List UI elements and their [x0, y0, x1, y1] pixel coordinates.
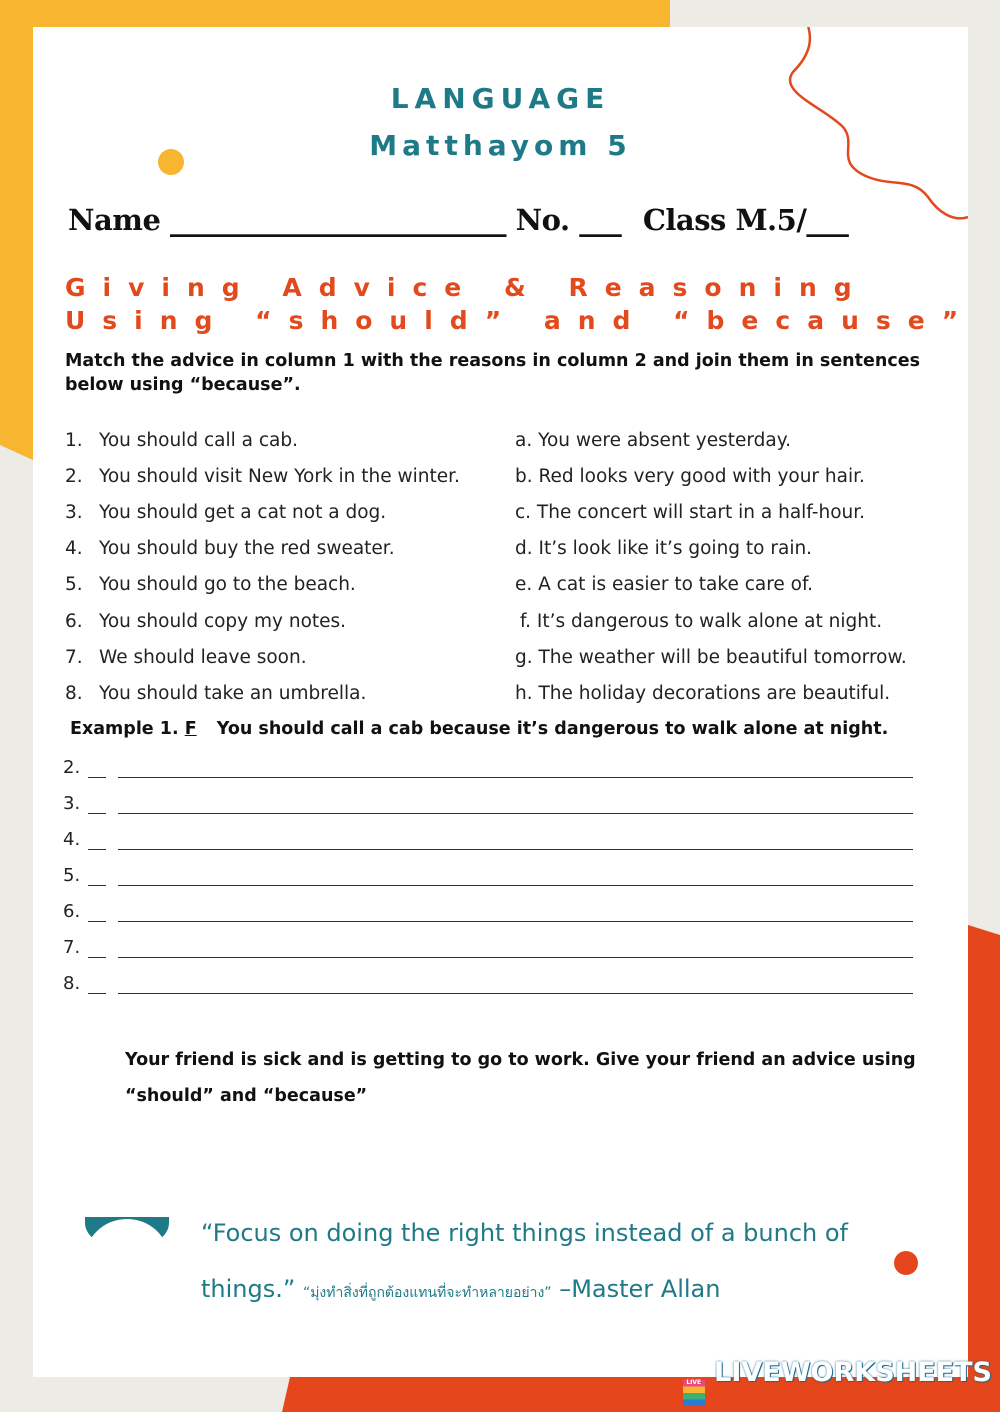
answer-letter-blank[interactable] — [88, 993, 106, 994]
liveworksheets-icon: LIVE — [683, 1380, 705, 1406]
answer-letter-blank[interactable] — [88, 921, 106, 922]
example-sentence — [70, 719, 888, 739]
answer-sentence-line[interactable] — [118, 921, 913, 922]
advice-number: 7. — [65, 647, 83, 668]
liveworksheets-logo[interactable] — [683, 1357, 992, 1406]
teal-bowl-logo-icon — [83, 1215, 171, 1301]
quote-author: –Master Allan — [559, 1275, 721, 1303]
liveworksheets-name: LIVEWORKSHEETS — [714, 1357, 992, 1388]
class-label: Class M.5/ — [642, 203, 807, 237]
advice-text: You should go to the beach. — [99, 574, 356, 595]
answer-sentence-line[interactable] — [118, 777, 913, 778]
section-heading-line2: Using “should” and “because” — [65, 306, 976, 335]
answer-sentence-line[interactable] — [118, 885, 913, 886]
reason-item: d. It’s look like it’s going to rain. — [515, 538, 813, 559]
advice-item — [65, 647, 307, 668]
reason-item: e. A cat is easier to take care of. — [515, 574, 814, 595]
instructions: Match the advice in column 1 with the reasons in column 2 and join them in sentences below using “because”. — [65, 351, 920, 395]
answer-letter-blank[interactable] — [88, 885, 106, 886]
example-letter: F — [184, 719, 197, 739]
advice-number: 5. — [65, 574, 83, 595]
advice-number: 2. — [65, 466, 83, 487]
advice-item — [65, 502, 386, 523]
no-label: No. — [515, 203, 570, 237]
answer-sentence-line[interactable] — [118, 849, 913, 850]
advice-item — [65, 574, 356, 595]
advice-text: You should buy the red sweater. — [99, 538, 395, 559]
motivational-quote — [201, 1205, 921, 1321]
answer-number: 4. — [63, 829, 81, 850]
answer-number: 5. — [63, 865, 81, 886]
advice-number: 1. — [65, 430, 83, 451]
advice-text: You should get a cat not a dog. — [99, 502, 387, 523]
quote-thai: “มุ่งทำสิ่งที่ถูกต้องแทนที่จะทำหลายอย่าง” — [302, 1285, 552, 1301]
quote-line-2: things.” — [201, 1275, 296, 1303]
reason-item: c. The concert will start in a half-hour. — [515, 502, 866, 523]
advice-text: We should leave soon. — [99, 647, 307, 668]
answer-number: 6. — [63, 901, 81, 922]
task-line-1: Your friend is sick and is getting to go to work. Give your friend an advice using — [125, 1050, 916, 1070]
no-blank[interactable]: ___ — [579, 203, 622, 237]
writing-task — [125, 1042, 925, 1114]
reason-item: b. Red looks very good with your hair. — [515, 466, 865, 487]
page-subtitle: Matthayom 5 — [369, 129, 632, 162]
answer-number: 7. — [63, 937, 81, 958]
advice-number: 6. — [65, 611, 83, 632]
advice-item — [65, 538, 395, 559]
student-info-row — [68, 203, 848, 237]
advice-text: You should call a cab. — [99, 430, 298, 451]
task-line-2: “should” and “because” — [125, 1086, 368, 1106]
answer-number: 3. — [63, 793, 81, 814]
orange-side-shape — [968, 925, 1000, 1412]
answer-number: 2. — [63, 757, 81, 778]
answer-letter-blank[interactable] — [88, 777, 106, 778]
name-blank[interactable]: ________________________ — [170, 203, 507, 237]
advice-number: 3. — [65, 502, 83, 523]
example-label: Example 1. — [70, 719, 179, 739]
advice-number: 8. — [65, 683, 83, 704]
answer-letter-blank[interactable] — [88, 849, 106, 850]
reason-item: g. The weather will be beautiful tomorrow. — [515, 647, 907, 668]
worksheet-page — [33, 27, 976, 1377]
section-heading-line1: Giving Advice & Reasoning — [65, 273, 869, 302]
advice-item — [65, 611, 346, 632]
example-text: You should call a cab because it’s dangerous to walk alone at night. — [216, 719, 889, 739]
advice-number: 4. — [65, 538, 83, 559]
advice-text: You should copy my notes. — [99, 611, 347, 632]
answer-number: 8. — [63, 973, 81, 994]
answer-sentence-line[interactable] — [118, 957, 913, 958]
reason-item: a. You were absent yesterday. — [515, 430, 791, 451]
class-blank[interactable]: ___ — [806, 203, 849, 237]
answer-sentence-line[interactable] — [118, 993, 913, 994]
advice-item — [65, 430, 298, 451]
reason-item: h. The holiday decorations are beautiful. — [515, 683, 891, 704]
name-label: Name — [68, 203, 161, 237]
advice-item — [65, 683, 366, 704]
reason-item: f. It’s dangerous to walk alone at night. — [520, 611, 883, 632]
advice-item — [65, 466, 460, 487]
answer-letter-blank[interactable] — [88, 957, 106, 958]
answer-letter-blank[interactable] — [88, 813, 106, 814]
page-title: LANGUAGE — [390, 82, 611, 115]
advice-text: You should visit New York in the winter. — [99, 466, 460, 487]
quote-line-1: “Focus on doing the right things instead of a bunch of — [201, 1219, 849, 1247]
advice-text: You should take an umbrella. — [99, 683, 367, 704]
answer-sentence-line[interactable] — [118, 813, 913, 814]
squiggle-line — [790, 27, 968, 218]
